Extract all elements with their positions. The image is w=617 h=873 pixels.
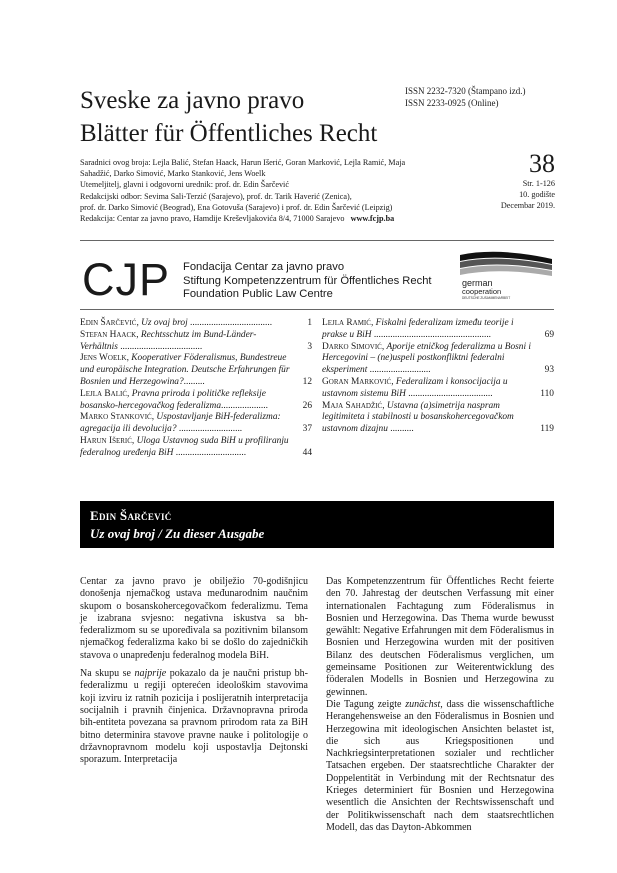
body-paragraph: Centar za javno pravo je obilježio 70-godišnjicu donošenja njemačkog ustava međunarodnim naučnim skupom o bosanskohercegovačkom federalizmu. Tema je izabrana svjesno: negativna iskustva sa bh-federalizmom su se upoređivala sa pozitivnim bilansom njemačkog federalizma kako bi se došlo do zajedničkih stavova o unapređenju federalnog modela BiH. [80, 576, 308, 661]
toc-page-number: 1 [307, 318, 312, 328]
journal-title-bosnian: Sveske za javno pravo [80, 87, 305, 114]
toc-title: Aporije etničkog federalizma u Bosni i Hercegovini – (ne)uspeli postkonfliktni federalni eksperiment [322, 341, 532, 376]
address-line [80, 213, 500, 224]
toc-title: Pravna priroda i političke refleksije bosansko-hercegovačkog federalizma [80, 388, 266, 411]
board-line: Redakcijski odbor: Sevima Sali-Terzić (Sarajevo), prof. dr. Tarik Haverić (Zenica), [80, 191, 352, 201]
toc-author: Harun Išerić [80, 435, 132, 446]
article-banner [80, 501, 554, 548]
german-cooperation-flag-icon [458, 249, 554, 301]
toc-leader-dots: .............................. [175, 447, 247, 458]
toc-title: Uloga Ustavnog suda BiH u profiliranju federalnog uređenja BiH [80, 435, 289, 458]
toc-leader-dots: ......... [183, 376, 205, 387]
sponsor-word-1: german [462, 278, 493, 288]
toc-entry[interactable]: Lejla Balić, Pravna priroda i političke refleksije bosansko-hercegovačkog federalizma.................... 26 [80, 388, 312, 411]
foundation-names [183, 261, 432, 302]
sponsor-word-2: cooperation [462, 287, 502, 296]
toc-leader-dots: .......... [390, 424, 414, 435]
toc-entry[interactable]: Jens Woelk, Kooperativer Föderalismus, Bundestreue und europäische Integration. Deutsche Erfahrungen für Bosnien und Herzegowina?......... 12 [80, 353, 312, 387]
sponsor-word-3: DEUTSCHE ZUSAMMENARBEIT [462, 296, 511, 300]
journal-title-german: Blätter für Öffentliches Recht [80, 120, 378, 147]
editor-line: Utemeljitelj, glavni i odgovorni urednik: prof. dr. Edin Šarčević [80, 180, 289, 190]
toc-entry[interactable]: Maja Sahadžić, Ustavna (a)simetrija naspram legitimiteta i stabilnosti u bosanskohercegovačkom ustavnom dizajnu .......... 119 [322, 400, 554, 435]
toc-entry[interactable]: Goran Marković, Federalizam i konsocijacija u ustavnom sistemu BiH .................................... 110 [322, 376, 554, 399]
body-paragraph: Das Kompetenzzentrum für Öffentliches Recht feierte den 70. Jahrestag der deutschen Verfassung mit einer internationalen Fachtagung zum Föderalismus in Bosnien und Herzegowina. Das Thema wurde bewusst gewählt: Negative Erfahrungen mit dem Föderalismus in Bosnien und Herzegowina wurden mit der positiven Bilanz des deutschen Föderalismus verglichen, um gemeinsame Positionen zur Weiterentwicklung des föderalen Modells in Bosnien und Herzegowina zu gewinnen. [326, 576, 554, 698]
toc-page-number: 119 [540, 424, 554, 435]
toc-leader-dots: .................... [221, 400, 268, 411]
toc-entry[interactable]: Lejla Ramić, Fiskalni federalizam između teorije i prakse u BiH .................................................. 69 [322, 318, 554, 340]
toc-leader-dots: .................................... [408, 388, 493, 399]
toc-page-number: 110 [540, 388, 554, 399]
issue-year: 10. godište [519, 190, 555, 199]
body-paragraph: Die Tagung zeigte zunächst, dass die wissenschaftliche Herangehensweise an den Föderalismus in Bosnien und Herzegowina mit ideologischen Ansichten belastet ist, die sich aus Kriegspositionen und Nachkriegsinterpretationen sozialer und rechtlicher Tatsachen ergeben. Der staatsrechtliche Charakter der Doppelentität in Verbindung mit der Rechtsnatur des Krieges determiniert für Bosnien und Herzegowina wesentlich die Ansichten der Rechtswissenschaft und der Politikwissenschaft nach dem staatsrechtlichen Modell, das das Dayton-Abkommen [326, 698, 554, 833]
body-paragraph: Na skupu se najprije pokazalo da je naučni pristup bh-federalizmu u regiji opterećen ideološkim stavovima koji izviru iz ratnih pozicija i poslijeratnih interpretacija socijalnih i pravnih činjenica. Državnopravna priroda bih-entiteta povezana sa pravnom prirodom rata za BiH bitno determinira stavove pravne nauke i politologije o državnopravnom modelu koji uspostavlja Dejtonski sporazum. Interpretacija [80, 668, 308, 766]
body-column-bosnian [80, 576, 308, 772]
toc-title: Fiskalni federalizam između teorije i prakse u BiH [322, 318, 514, 340]
toc-entry[interactable]: Harun Išerić, Uloga Ustavnog suda BiH u profiliranju federalnog uređenja BiH .............................. 44 [80, 435, 312, 458]
foundation-name-bs: Fondacija Centar za javno pravo [183, 261, 345, 273]
toc-title: Kooperativer Föderalismus, Bundestreue und europäische Integration. Deutsche Erfahrungen für Bosnien und Herzegowina? [80, 353, 290, 387]
toc-author: Darko Simović [322, 341, 382, 352]
toc-leader-dots: ................................... [190, 318, 273, 328]
toc-author: Stefan Haack [80, 329, 137, 340]
toc-page-number: 44 [302, 447, 312, 458]
issue-info [501, 150, 555, 211]
toc-page-number: 12 [302, 376, 312, 387]
credits-block [80, 157, 500, 224]
toc-author: Jens Woelk [80, 353, 127, 364]
website-link[interactable]: www.fcjp.ba [350, 214, 395, 224]
toc-author: Lejla Balić [80, 388, 127, 399]
toc-title: Uz ovaj broj [141, 318, 191, 328]
foundation-name-en: Foundation Public Law Centre [183, 288, 333, 300]
toc-page-number: 3 [307, 341, 312, 352]
foundation-name-de: Stiftung Kompetenzzentrum für Öffentliches Recht [183, 274, 432, 287]
toc-entry[interactable]: Stefan Haack, Rechtsschutz im Bund-Länder-Verhältnis ................................... 3 [80, 329, 312, 352]
toc-left-column [80, 318, 312, 460]
contributors-line: Saradnici ovog broja: Lejla Balić, Stefan Haack, Harun Išerić, Goran Marković, Lejla Ramić, Maja [80, 158, 406, 167]
toc-author: Lejla Ramić [322, 318, 371, 328]
issue-pages: Str. 1-126 [522, 179, 555, 188]
toc-author: Maja Sahadžić [322, 400, 383, 411]
toc-leader-dots: .................................................. [373, 329, 492, 340]
toc-title: Rechtsschutz im Bund-Länder-Verhältnis [80, 329, 257, 352]
toc-title: Ustavna (a)simetrija naspram legitimiteta i stabilnosti u bosanskohercegovačkom ustavnom dizajnu [322, 400, 514, 435]
toc-entry[interactable]: Edin Šarčević, Uz ovaj broj ................................... 1 [80, 318, 312, 328]
body-column-german [326, 576, 554, 834]
article-author: Edin Šarčević [90, 508, 172, 523]
toc-entry[interactable]: Darko Simović, Aporije etničkog federalizma u Bosni i Hercegovini – (ne)uspeli postkonfliktni federalni eksperiment .......................... 93 [322, 341, 554, 376]
toc-entry[interactable]: Marko Stanković, Uspostavljanje BiH-federalizma: agregacija ili devolucija? ........................... 37 [80, 412, 312, 435]
article-title: Uz ovaj broj / Zu dieser Ausgabe [90, 526, 265, 541]
issn-print: ISSN 2232-7320 (Štampano izd.) [405, 86, 526, 96]
toc-right-column [322, 318, 554, 436]
toc-page-number: 93 [544, 365, 554, 376]
toc-title: Uspostavljanje BiH-federalizma: agregacija ili devolucija? [80, 412, 281, 435]
logo-divider [80, 309, 554, 310]
toc-leader-dots: ........................... [178, 424, 243, 435]
toc-page-number: 37 [302, 424, 312, 435]
board-line-2: prof. dr. Darko Simović (Beograd), Ena Gotovuša (Sarajevo) i prof. dr. Edin Šarčević (Leipzig) [80, 202, 393, 212]
header-divider [80, 240, 554, 241]
german-cooperation-logo [458, 249, 554, 301]
toc-leader-dots: .......................... [369, 365, 431, 376]
address-text: Redakcija: Centar za javno pravo, Hamdije Kreševljakovića 8/4, 71000 Sarajevo [80, 214, 345, 224]
toc-title: Federalizam i konsocijacija u ustavnom sistemu BiH [322, 376, 508, 399]
toc-page-number: 26 [302, 400, 312, 411]
toc-author: Edin Šarčević [80, 318, 137, 328]
contributors-line-2: Sahadžić, Darko Simović, Marko Stanković, Jens Woelk [80, 169, 266, 179]
toc-page-number: 69 [544, 329, 554, 340]
issue-date: Decembar 2019. [500, 201, 555, 210]
issue-number: 38 [529, 149, 555, 178]
toc-author: Goran Marković [322, 376, 392, 387]
toc-leader-dots: ................................... [120, 341, 203, 352]
cjp-logo: CJP [82, 254, 171, 305]
toc-author: Marko Stanković [80, 412, 152, 423]
issn-online: ISSN 2233-0925 (Online) [405, 98, 499, 108]
